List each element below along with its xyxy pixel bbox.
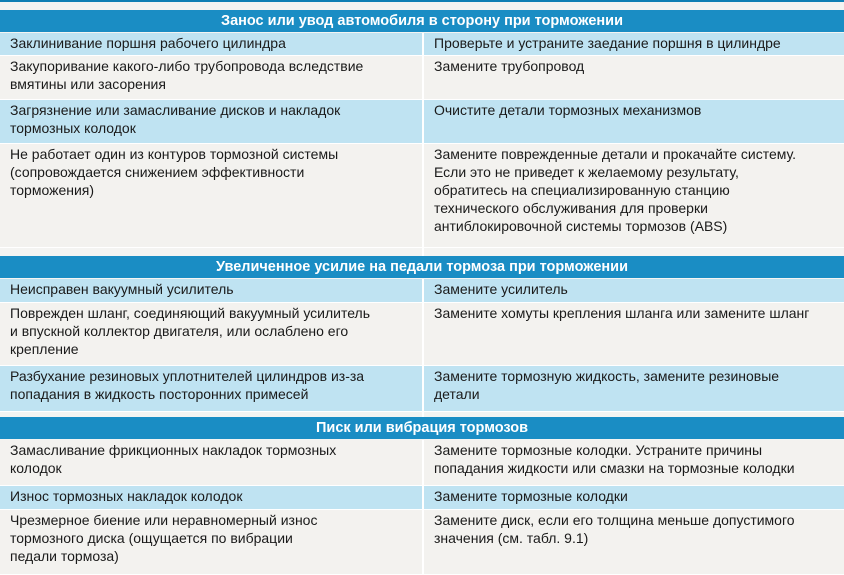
column-divider xyxy=(422,279,424,417)
cause-cell: Закупоривание какого-либо трубопровода вследствие вмятины или засорения xyxy=(10,58,364,92)
section-header: Занос или увод автомобиля в сторону при торможении xyxy=(0,10,844,32)
cause-cell: Износ тормозных накладок колодок xyxy=(10,488,243,504)
remedy-cell: Замените тормозную жидкость, замените резиновые детали xyxy=(434,368,780,402)
remedy-cell: Замените тормозные колодки xyxy=(434,488,628,504)
remedy-cell: Очистите детали тормозных механизмов xyxy=(434,102,702,118)
column-divider xyxy=(422,440,424,575)
cause-cell: Поврежден шланг, соединяющий вакуумный усилитель и впускной коллектор двигателя, или ослаблено его крепление xyxy=(10,305,371,357)
section-header: Увеличенное усилие на педали тормоза при торможении xyxy=(0,256,844,278)
cause-cell: Замасливание фрикционных накладок тормозных колодок xyxy=(10,442,337,476)
remedy-cell: Проверьте и устраните заедание поршня в цилиндре xyxy=(434,35,781,51)
cause-cell: Заклинивание поршня рабочего цилиндра xyxy=(10,35,286,51)
section-header: Писк или вибрация тормозов xyxy=(0,417,844,439)
remedy-cell: Замените трубопровод xyxy=(434,58,585,74)
remedy-cell: Замените тормозные колодки. Устраните причины попадания жидкости или смазки на тормозные колодки xyxy=(434,442,795,476)
cause-cell: Загрязнение или замасливание дисков и накладок тормозных колодок xyxy=(10,102,341,136)
cause-cell: Чрезмерное биение или неравномерный износ тормозного диска (ощущается по вибрации педали тормоза) xyxy=(10,512,318,564)
cause-cell: Разбухание резиновых уплотнителей цилиндров из-за попадания в жидкость посторонних примесей xyxy=(10,368,365,402)
remedy-cell: Замените диск, если его толщина меньше допустимого значения (см. табл. 9.1) xyxy=(434,512,795,546)
cause-cell: Неисправен вакуумный усилитель xyxy=(10,281,234,297)
cause-cell: Не работает один из контуров тормозной системы (сопровождается снижением эффективности торможения) xyxy=(10,146,339,198)
remedy-cell: Замените хомуты крепления шланга или замените шланг xyxy=(434,305,810,321)
remedy-cell: Замените усилитель xyxy=(434,281,568,297)
column-divider xyxy=(422,33,424,256)
remedy-cell: Замените поврежденные детали и прокачайте систему. Если это не приведет к желаемому результату, обратитесь на специализированную станцию технического обслуживания для проверки антиблокировочной системы тормозов (ABS) xyxy=(434,146,797,234)
